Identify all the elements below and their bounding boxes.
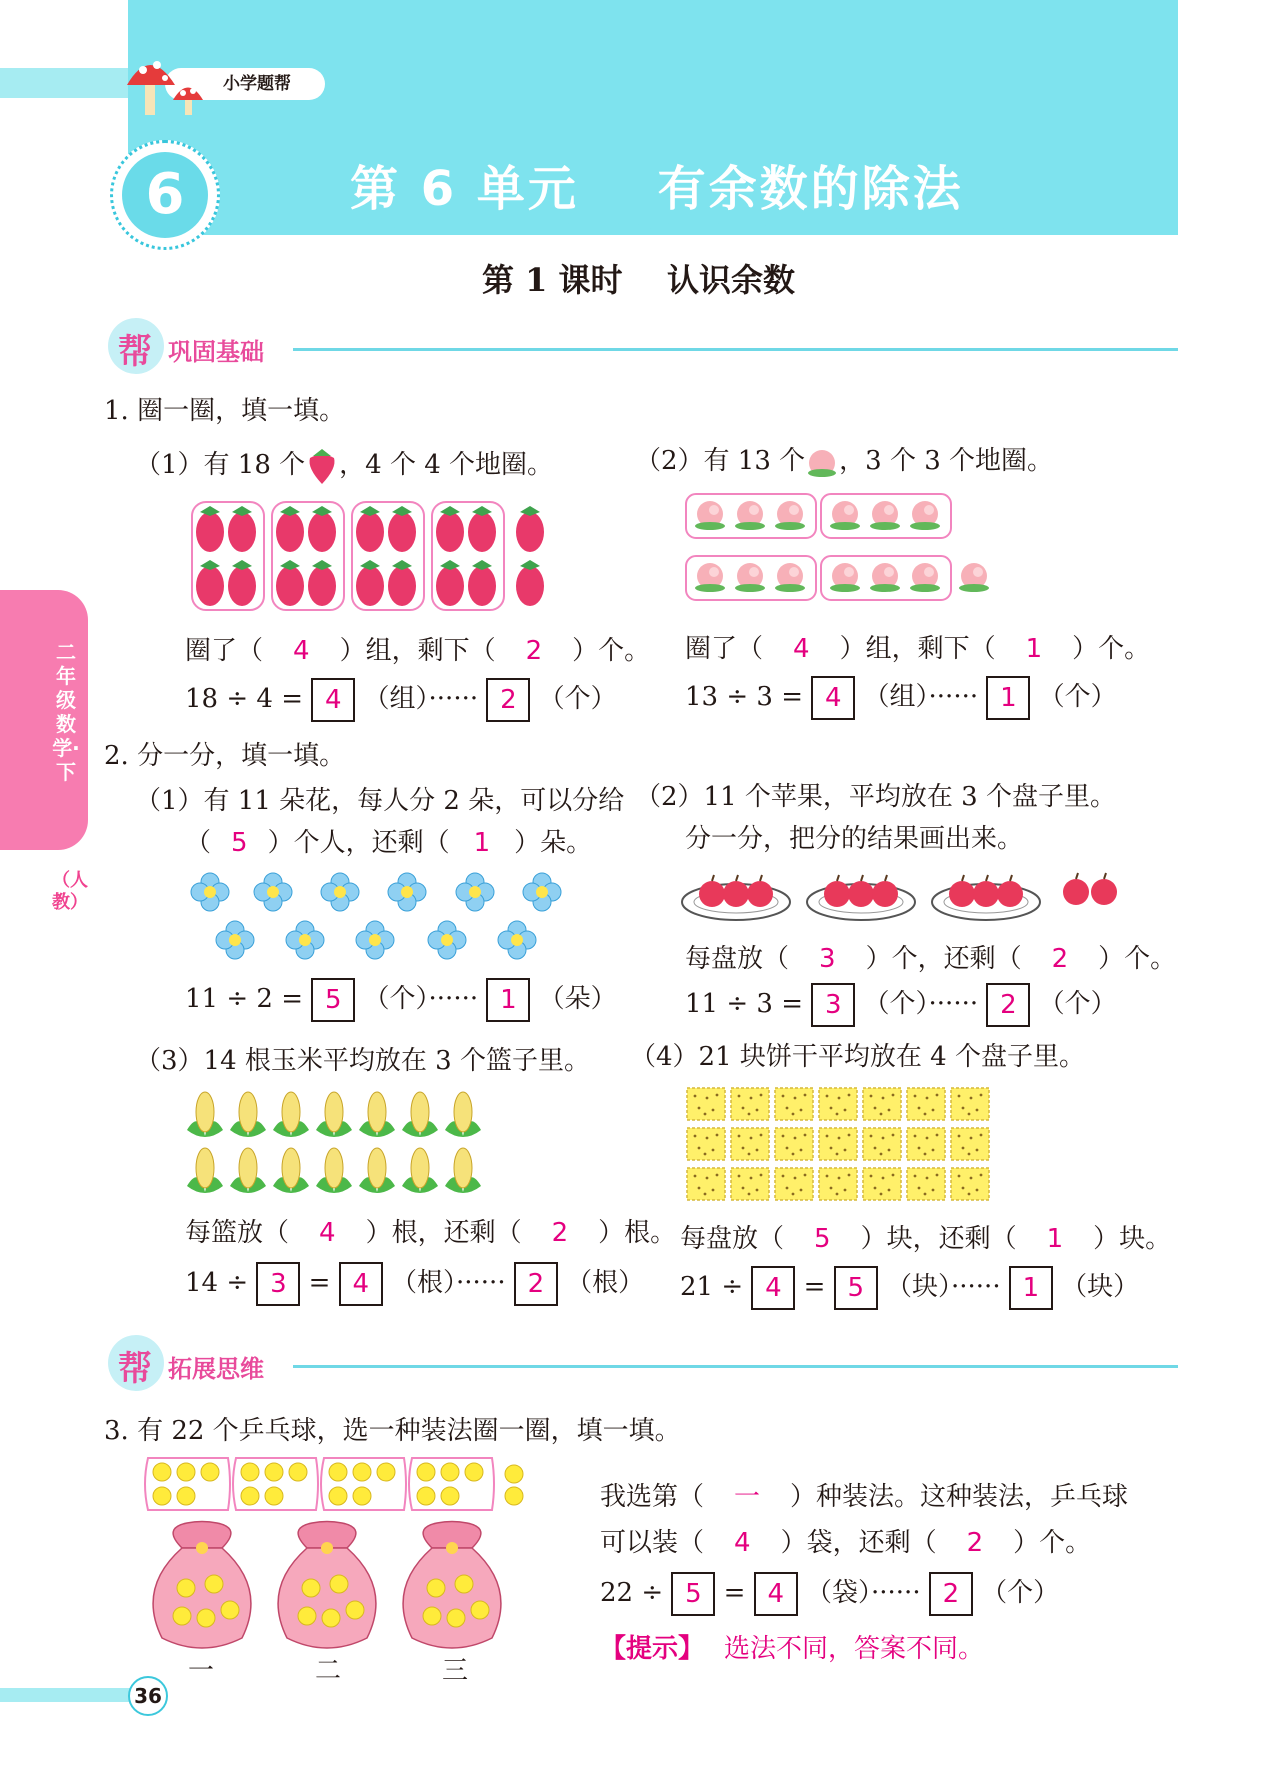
ball-icon [173,1607,191,1625]
ball-icon [265,1487,283,1505]
q1-stem: 1. 圈一圈，填一填。 [104,396,346,426]
strawberry-icon [276,506,304,552]
flower-icon [216,921,254,959]
strawberry-icon [388,560,416,606]
flower-icon [356,921,394,959]
peach-icon [735,501,765,530]
bag-icon [278,1522,376,1649]
ball-icon [417,1463,435,1481]
page-number: 36 [128,1676,168,1716]
peach-icon [805,445,839,479]
lesson-title: 第 1 课时 认识余数 [481,261,796,299]
corn-icon [402,1092,438,1137]
q1-p2-text: （2）有 13 个 ，3 个 3 个地圈。 [635,440,1053,479]
ball-icon [441,1487,459,1505]
strawberry-icon [276,560,304,606]
ball-icon [241,1463,259,1481]
biscuit-icon [819,1128,857,1160]
flower-icon [286,921,324,959]
ball-icon [505,1465,523,1483]
ball-icon [177,1463,195,1481]
corn-icon [273,1092,309,1137]
q2-stem: 2. 分一分，填一填。 [104,741,346,771]
footer-band [0,1688,140,1702]
ball-icon [197,1609,215,1627]
strawberry-icon [308,560,336,606]
biscuit-icon [907,1088,945,1120]
ball-bags [142,1518,522,1663]
ball-icon [241,1487,259,1505]
ball-icon [471,1601,489,1619]
strawberry-icon [356,506,384,552]
flower-icon [456,873,494,911]
apple-icon [949,875,975,907]
strawberry-icon [308,506,336,552]
flower-icon [191,873,229,911]
corn-icon [230,1092,266,1137]
strawberry-icon [356,560,384,606]
q3-hint: 【提示】 选法不同，答案不同。 [600,1634,985,1664]
strawberry-icon [388,506,416,552]
flower-icon [321,873,359,911]
corn-icon [273,1148,309,1193]
ball-icon [329,1463,347,1481]
peach-icon [910,563,940,592]
biscuit-icon [687,1168,725,1200]
side-tab-edition: （人教） [52,870,88,913]
flower-icon [523,873,561,911]
q2-p3-line-a: （3）14 根玉米平均放在 3 个篮子里。 [135,1046,590,1076]
ball-icon [417,1487,435,1505]
corn-icon [445,1092,481,1137]
apple-icon [1063,873,1089,905]
q2-p2-equation: 11 ÷ 3 = 3 （个）······ 2 （个） [685,983,1117,1027]
flower-icon [498,921,536,959]
ball-icon [322,1609,340,1627]
ball-icon [221,1601,239,1619]
biscuit-icon [907,1168,945,1200]
side-tab-grade: 二年级数学·下 [52,640,80,784]
section-extend-label: 拓展思维 [168,1355,264,1383]
flower-icon [254,873,292,911]
peach-icon [870,563,900,592]
strawberry-icon [228,560,256,606]
unit-number: 6 [122,152,208,238]
corn-icon [316,1148,352,1193]
strawberry-icon [436,506,464,552]
q2-p2-line-a: （2）11 个苹果，平均放在 3 个盘子里。 [635,782,1116,812]
peach-icon [695,563,725,592]
corn-grid [185,1088,495,1200]
biscuit-icon [863,1088,901,1120]
ball-icon [353,1487,371,1505]
peach-icon [910,501,940,530]
biscuit-icon [819,1088,857,1120]
peach-icon [830,501,860,530]
bag-icon [403,1522,501,1649]
q1-p2-line: 圈了（ 4 ）组，剩下（ 1 ）个。 [685,634,1151,664]
ball-icon [289,1463,307,1481]
ball-icon [353,1463,371,1481]
corn-icon [316,1092,352,1137]
biscuit-icon [907,1128,945,1160]
strawberry-icon [196,560,224,606]
q2-p2-line-c: 每盘放（ 3 ）个，还剩（ 2 ）个。 [685,944,1177,974]
bag-labels: 一 二 三 [188,1656,468,1686]
ball-icon [302,1579,320,1597]
q2-p1-line-a: （1）有 11 朵花，每人分 2 朵，可以分给 [135,786,625,816]
ball-icon [153,1463,171,1481]
ball-icon [265,1463,283,1481]
section-basic-label: 巩固基础 [168,338,264,366]
peach-icon [959,563,989,592]
ball-icon [447,1609,465,1627]
corn-icon [359,1148,395,1193]
ball-icon [427,1579,445,1597]
apple-icon [699,875,725,907]
q2-p4-equation: 21 ÷ 4 = 5 （块）······ 1 （块） [680,1266,1139,1310]
ball-icon [441,1463,459,1481]
ball-icon [201,1463,219,1481]
flower-icon [388,873,426,911]
biscuit-icon [863,1128,901,1160]
q1-p1-text: （1）有 18 个 ，4 个 4 个地圈。 [135,444,553,486]
q2-p1-line-b: （ 5 ）个人，还剩（ 1 ）朵。 [185,828,593,858]
strawberry-icon [516,560,544,606]
ball-icon [153,1487,171,1505]
apple-icon [723,875,749,907]
corn-icon [187,1148,223,1193]
apple-icon [824,875,850,907]
q3-equation: 22 ÷ 5 = 4 （袋）······ 2 （个） [600,1572,1059,1616]
biscuit-icon [775,1128,813,1160]
q2-p3-equation: 14 ÷ 3 = 4 （根）······ 2 （根） [185,1262,644,1306]
biscuit-icon [863,1168,901,1200]
q3-line-b: 可以装（ 4 ）袋，还剩（ 2 ）个。 [600,1528,1092,1558]
corn-icon [359,1092,395,1137]
biscuit-icon [731,1128,769,1160]
biscuit-icon [819,1168,857,1200]
section-extend-head [108,1335,1178,1391]
corn-icon [187,1092,223,1137]
bang-mark: 帮 [118,332,152,372]
biscuit-icon [951,1128,989,1160]
strawberry-icon [516,506,544,552]
peach-grid [684,492,1004,604]
q1-p1-equation: 18 ÷ 4 = 4 （组）······ 2 （个） [185,678,617,722]
biscuit-icon [731,1168,769,1200]
biscuit-icon [687,1128,725,1160]
ball-icon [177,1487,195,1505]
biscuit-icon [687,1088,725,1120]
ball-icon [455,1575,473,1593]
apple-icon [997,875,1023,907]
ball-icon [177,1579,195,1597]
q2-p3-line-b: 每篮放（ 4 ）根，还剩（ 2 ）根。 [185,1218,677,1248]
peach-icon [735,563,765,592]
ball-icon [330,1575,348,1593]
flower-icon [428,921,466,959]
peach-icon [695,501,725,530]
peach-icon [870,501,900,530]
strawberry-icon [468,506,496,552]
mushroom-icon [125,45,215,120]
q2-p4-line-b: 每盘放（ 5 ）块，还剩（ 1 ）块。 [680,1224,1172,1254]
q3-line-a: 我选第（ 一 ）种装法。这种装法，乒乓球 [600,1482,1129,1512]
flower-grid [185,868,585,964]
biscuit-icon [775,1168,813,1200]
q1-p1-line: 圈了（ 4 ）组，剩下（ 2 ）个。 [185,636,651,666]
q1-p2-equation: 13 ÷ 3 = 4 （组）······ 1 （个） [685,676,1117,720]
ball-icon [505,1487,523,1505]
ball-icon [423,1607,441,1625]
apple-icon [848,875,874,907]
apple-icon [747,875,773,907]
corn-icon [230,1148,266,1193]
peach-icon [830,563,860,592]
q3-stem: 3. 有 22 个乒乓球，选一种装法圈一圈，填一填。 [104,1416,681,1446]
apple-icon [1091,873,1117,905]
biscuit-icon [731,1088,769,1120]
q2-p4-line-a: （4）21 块饼干平均放在 4 个盘子里。 [630,1042,1085,1072]
ball-icon [346,1601,364,1619]
apple-plates [680,862,1130,924]
ball-icon [465,1463,483,1481]
ball-icon [329,1487,347,1505]
section-basic-head [108,318,1178,374]
corn-icon [402,1148,438,1193]
peach-icon [775,563,805,592]
ball-icon [377,1463,395,1481]
ball-icon [205,1575,223,1593]
strawberry-icon [468,560,496,606]
apple-icon [872,875,898,907]
strawberry-icon [228,506,256,552]
biscuit-grid [685,1086,1025,1206]
strawberry-icon [305,446,339,486]
ping-pong-balls [142,1452,542,1516]
ball-icon [298,1607,316,1625]
strawberry-icon [436,560,464,606]
q2-p2-line-b: 分一分，把分的结果画出来。 [685,824,1024,854]
strawberry-icon [196,506,224,552]
q2-p1-equation: 11 ÷ 2 = 5 （个）······ 1 （朵） [185,978,617,1022]
unit-title: 第 6 单元 有余数的除法 [350,161,964,217]
corn-icon [445,1148,481,1193]
biscuit-icon [775,1088,813,1120]
bag-icon [153,1522,251,1649]
biscuit-icon [951,1088,989,1120]
peach-icon [775,501,805,530]
brand-label: 小学题帮 [165,68,325,100]
biscuit-icon [951,1168,989,1200]
apple-icon [973,875,999,907]
bang-mark: 帮 [118,1349,152,1389]
strawberry-grid [190,500,550,612]
